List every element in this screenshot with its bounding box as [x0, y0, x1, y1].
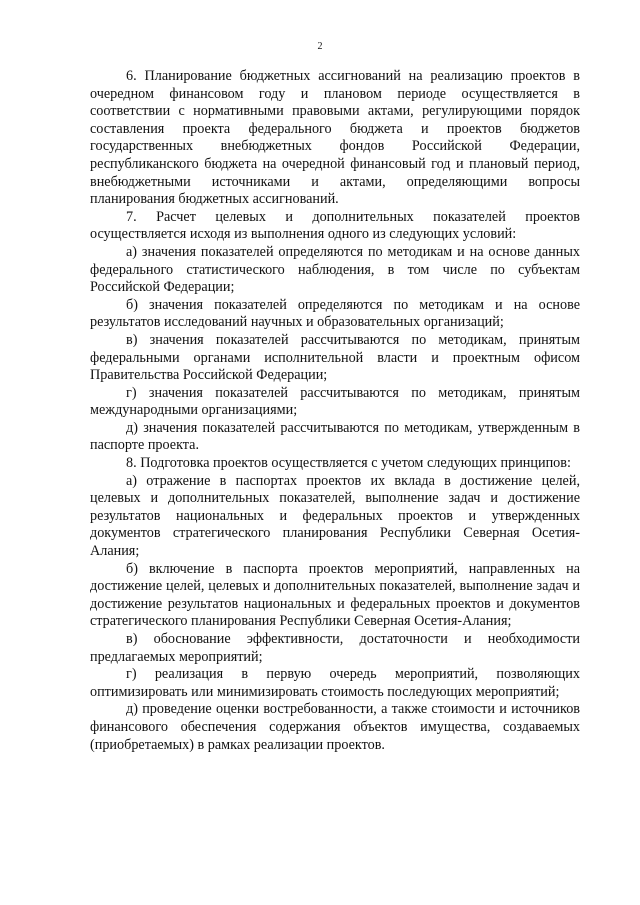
- paragraph-8-item-d: д) проведение оценки востребованности, а также стоимости и источников финансового обеспечения содержания объектов имущества, создаваемых (приобретаемых) в рамках реализации проектов.: [90, 701, 580, 753]
- paragraph-7-item-g: г) значения показателей рассчитываются по методикам, принятым международными организациями;: [90, 384, 580, 419]
- paragraph-8-item-v: в) обоснование эффективности, достаточности и необходимости предлагаемых мероприятий;: [90, 631, 580, 665]
- paragraph-8-item-b: б) включение в паспорта проектов мероприятий, направленных на достижение целей, целевых и дополнительных показателей, выполнение задач и достижение результатов национальных и федеральных проектов и документов стратегического планирования Республики Северная Осетия-Алания;: [90, 560, 580, 630]
- paragraph-6: 6. Планирование бюджетных ассигнований на реализацию проектов в очередном финансовом году и плановом периоде осуществляется в соответствии с нормативными правовыми актами, регулирующими порядок составления проекта федерального бюджета и проектов бюджетов государственных внебюджетных фондов Российской Федерации, республиканского бюджета на очередной финансовый год и плановый период, внебюджетными источниками и актами, определяющими вопросы планирования бюджетных ассигнований.: [90, 68, 580, 208]
- paragraph-7-item-a: а) значения показателей определяются по методикам и на основе данных федерального статистического наблюдения, в том числе по субъектам Российской Федерации;: [90, 243, 580, 296]
- paragraph-8: 8. Подготовка проектов осуществляется с учетом следующих принципов:: [126, 455, 571, 472]
- document-body: [90, 68, 580, 754]
- paragraph-7: 7. Расчет целевых и дополнительных показателей проектов осуществляется исходя из выполнения одного из следующих условий:: [90, 208, 580, 243]
- paragraph-7-item-b: б) значения показателей определяются по методикам и на основе результатов исследований научных и образовательных организаций;: [90, 296, 580, 331]
- paragraph-7-item-v: в) значения показателей рассчитываются по методикам, принятым федеральными органами исполнительной власти и проектным офисом Правительства Российской Федерации;: [90, 331, 580, 384]
- page-number: 2: [317, 41, 323, 52]
- paragraph-8-item-g: г) реализация в первую очередь мероприятий, позволяющих оптимизировать или минимизировать стоимость последующих мероприятий;: [90, 666, 580, 700]
- paragraph-8-item-a: а) отражение в паспортах проектов их вклада в достижение целей, целевых и дополнительных показателей, выполнение задач и достижение результатов национальных и федеральных проектов и утвержденных документов стратегического планирования Республики Северная Осетия-Алания;: [90, 472, 580, 560]
- paragraph-7-item-d: д) значения показателей рассчитываются по методикам, утвержденным в паспорте проекта.: [90, 419, 580, 454]
